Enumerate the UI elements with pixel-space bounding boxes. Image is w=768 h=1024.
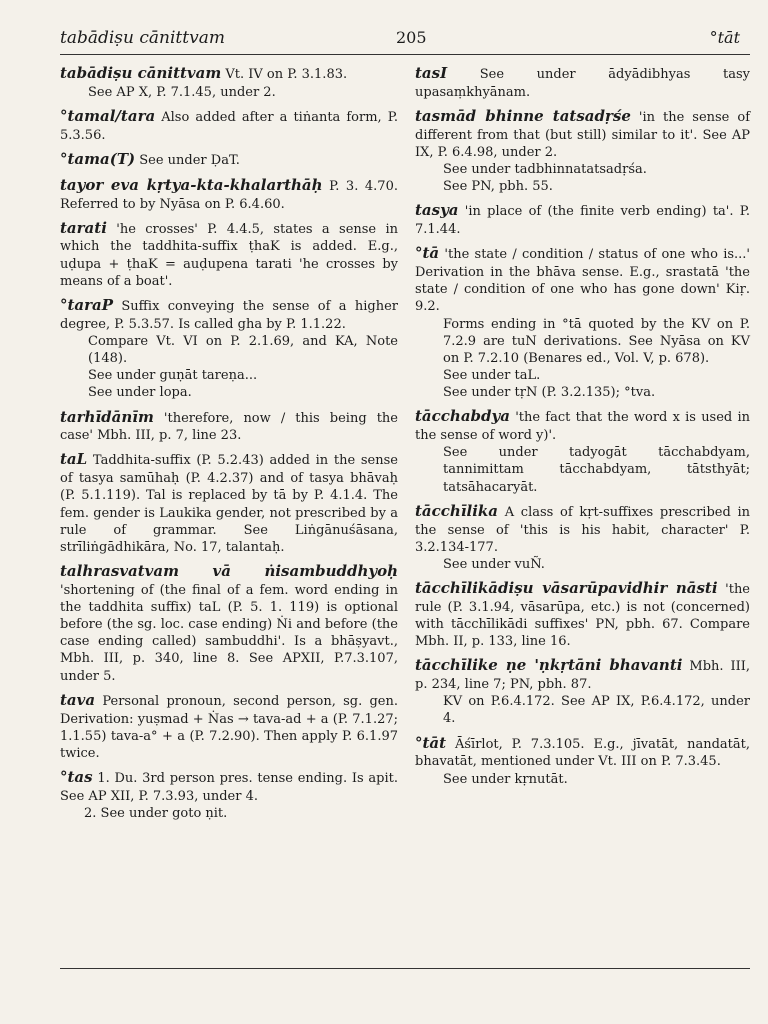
entry-headword: tācchabdya [415, 407, 510, 426]
entry-headword: tarhīdānīm [60, 407, 154, 426]
entry-headword: °tāt [415, 733, 447, 752]
dictionary-entry [60, 150, 398, 170]
dictionary-entry [60, 107, 398, 144]
entry-subline: KV on P.6.4.172. See AP IX, P.6.4.172, under 4. [443, 694, 750, 727]
entry-text: See under ḌaT. [139, 152, 240, 168]
dictionary-entry [415, 656, 750, 727]
entry-text: 'he crosses' P. 4.4.5, states a sense in which the taddhita-suffix ṭhaK is added. E.g., uḍupa + ṭhaK = auḍupena tarati 'he crosses by means of a boat'. [60, 221, 398, 289]
entry-text: A class of kṛt-suffixes prescribed in the sense of 'this is his habit, character' P. 3.2.134-177. [415, 504, 751, 555]
dictionary-entry [60, 176, 398, 213]
dictionary-entry [415, 407, 750, 495]
dictionary-entry [60, 562, 398, 685]
entry-text: Mbh. III, p. 234, line 7; PN, pbh. 87. [415, 659, 750, 693]
entry-subline: See AP X, P. 7.1.45, under 2. [88, 84, 276, 100]
entry-text: 'in the sense of different from that (but still) similar to it'. See AP IX, P. 6.4.98, under 2. [415, 109, 751, 160]
entry-headword: tava [60, 690, 96, 709]
entry-subline: See under vuÑ. [443, 556, 545, 572]
entry-subline: See PN, pbh. 55. [443, 179, 553, 195]
dictionary-entry [415, 201, 750, 238]
entry-text: 'in place of (the finite verb ending) ta'. P. 7.1.44. [415, 204, 750, 238]
dictionary-entry [415, 64, 750, 101]
entry-subline: 2. See under goto ṇit. [84, 805, 228, 821]
dictionary-entry [60, 64, 398, 101]
running-head-right: °tāt [709, 28, 740, 47]
dictionary-entry [415, 734, 750, 788]
entry-subline: See under tadyogāt tācchabdyam, tannimittam tācchabdyam, tātsthyāt; tatsāhacaryāt. [443, 445, 750, 495]
entry-headword: °taraP [60, 295, 114, 314]
entry-text: P. 3. 4.70. Referred to by Nyāsa on P. 6.4.60. [60, 178, 398, 212]
dictionary-entry [415, 244, 750, 401]
entry-subline: See under guṇāt tareṇa... [88, 368, 258, 384]
page-header [60, 28, 750, 56]
entry-text: 'the rule (P. 3.1.94, vāsarūpa, etc.) is not (concerned) with tācchīlikādi suffixes' PN, pbh. 67. Compare Mbh. II, p. 133, line 16. [415, 582, 751, 650]
entry-headword: °tamal/tara [60, 106, 156, 125]
entry-headword: tācchīlike ṇe 'ṇkṛtāni bhavanti [415, 656, 683, 675]
entry-text: 'shortening of (the final of a fem. word ending in the taddhita suffix) taL (P. 5. 1. 119) is optional before (the sg. loc. case ending) Ṅi and before (the case ending called) sambuddhi'. Is a bhāṣyavt., Mbh. III, p. 340, line 8. See APXII, P.7.3.107, under 5. [60, 582, 398, 684]
entry-text: Personal pronoun, second person, sg. gen. Derivation: yuṣmad + Ṅas → tava-ad + a (P. 7.1.27; 1.1.55) tava-a° + a (P. 7.2.90). Then apply P. 6.1.97 twice. [60, 693, 398, 761]
footer-rule [60, 968, 750, 969]
dictionary-entry [60, 691, 398, 762]
dictionary-entry [415, 502, 750, 573]
dictionary-entry [60, 219, 398, 290]
header-rule [60, 54, 750, 55]
entry-headword: tācchīlika [415, 501, 499, 520]
entry-headword: talhrasvatvam vā ṅisambuddhyoḥ [60, 562, 398, 581]
entry-headword: tarati [60, 218, 107, 237]
entry-subline: See under lopa. [88, 385, 192, 401]
entry-subline: See under taL. [443, 368, 541, 384]
entry-text: 'the fact that the word x is used in the sense of word y)'. [415, 410, 751, 444]
entry-headword: tayor eva kṛtya-kta-khalarthāḥ [60, 175, 323, 194]
entry-headword: tabādiṣu cānittvam [60, 64, 222, 82]
entry-subline: See under tṛN (P. 3.2.135); °tva. [443, 385, 656, 401]
entry-text: Āśīrlot, P. 7.3.105. E.g., jīvatāt, nandatāt, bhavatāt, mentioned under Vt. III on P. 7.3.45. [415, 736, 750, 770]
entry-text: 1. Du. 3rd person pres. tense ending. Is apit. See AP XII, P. 7.3.93, under 4. [60, 771, 398, 804]
dictionary-entry [60, 768, 398, 822]
entry-subline: See under tadbhinnatatsadṛśa. [443, 162, 647, 178]
entry-text: 'therefore, now / this being the case' Mbh. III, p. 7, line 23. [60, 410, 398, 444]
entry-subline: See under kṛnutāt. [443, 771, 568, 787]
entry-text: 'the state / condition / status of one who is...' Derivation in the bhāva sense. E.g., srastatā 'the state / condition of one who has gone down' Kiṛ. 9.2. [415, 247, 750, 315]
dictionary-entry [415, 579, 750, 650]
entry-text: See under ādyādibhyas tasy upasaṃkhyānam. [415, 67, 750, 100]
entry-headword: °tama(T) [60, 149, 136, 168]
dictionary-entry [415, 107, 750, 195]
entry-headword: °tā [415, 244, 440, 263]
page-number: 205 [396, 28, 427, 47]
running-head-left: tabādiṣu cānittvam [60, 28, 225, 48]
entry-text: Suffix conveying the sense of a higher degree, P. 5.3.57. Is called gha by P. 1.1.22. [60, 298, 398, 332]
entry-headword: °tas [60, 768, 93, 787]
entry-subline: Forms ending in °tā quoted by the KV on P. 7.2.9 are tuN derivations. See Nyāsa on KV on P. 7.2.10 (Benares ed., Vol. V, p. 678). [443, 316, 750, 366]
right-column [415, 64, 750, 794]
entry-headword: tasmād bhinne tatsadṛśe [415, 106, 631, 125]
entry-subline: Compare Vt. VI on P. 2.1.69, and KA, Note (148). [88, 333, 398, 367]
left-column [60, 64, 398, 828]
dictionary-entry [60, 408, 398, 445]
entry-text: Vt. IV on P. 3.1.83. [225, 67, 348, 82]
entry-headword: tācchīlikādiṣu vāsarūpavidhir nāsti [415, 579, 718, 598]
entry-text: Also added after a tiṅanta form, P. 5.3.56. [60, 109, 398, 143]
entry-text: Taddhita-suffix (P. 5.2.43) added in the sense of tasya samūhaḥ (P. 4.2.37) and of tasya bhāvaḥ (P. 5.1.119). Tal is replaced by tā by P. 4.1.4. The fem. gender is Laukika gender, not prescribed by a rule of grammar. See Liṅgānuśāsana, strīliṅgādhikāra, No. 17, talantaḥ. [60, 453, 398, 555]
entry-headword: tasya [415, 201, 459, 220]
entry-headword: taL [60, 450, 88, 469]
dictionary-entry [60, 296, 398, 402]
dictionary-entry [60, 450, 398, 556]
entry-headword: tasI [415, 64, 448, 82]
